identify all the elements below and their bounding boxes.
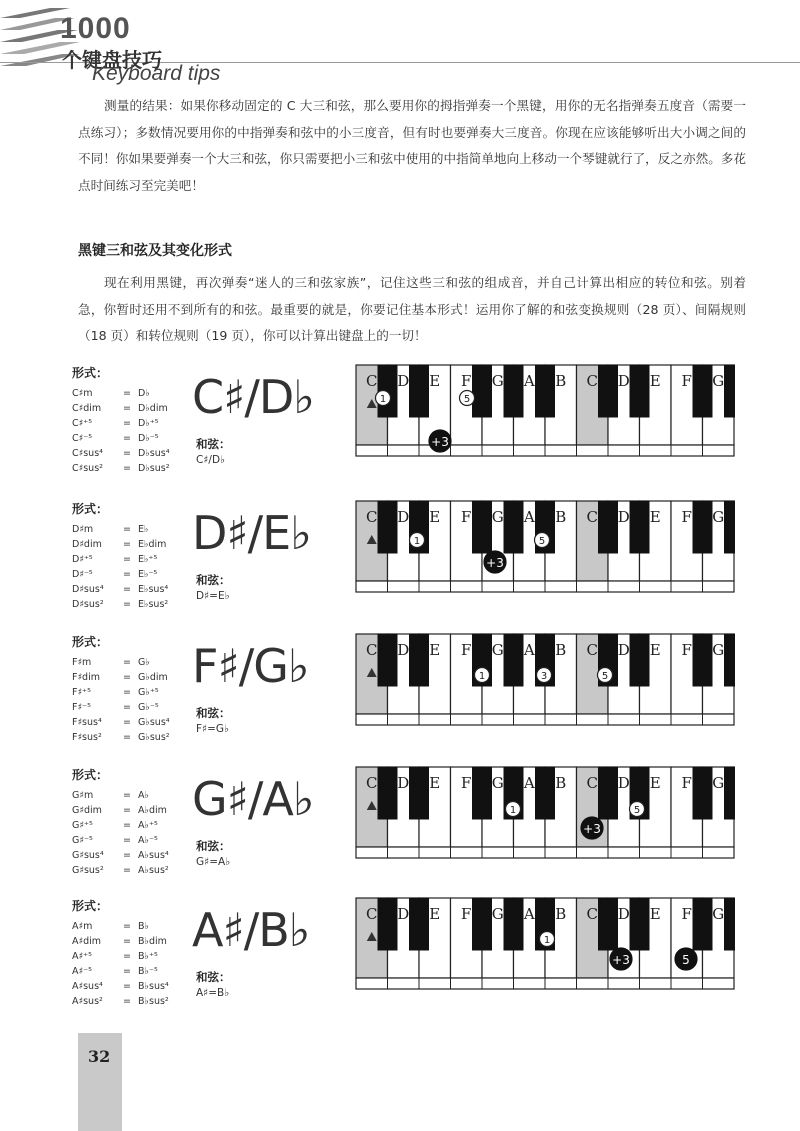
white-key-label: G [712,641,725,659]
form-equals: = [123,850,131,861]
form-row [72,803,192,818]
white-key-label: A [523,774,535,792]
black-key [378,634,397,686]
white-key-label: E [649,641,661,659]
white-key-label: G [491,905,504,923]
white-key-label: D [617,905,630,923]
form-enharmonic: G♭ [138,657,150,668]
form-chord: F♯sus⁴ [72,717,102,728]
white-key-label: C [366,905,378,923]
form-row [72,788,192,803]
black-key [473,767,492,819]
chord-block-g-sharp [72,766,772,886]
form-enharmonic: G♭dim [138,672,168,683]
form-row [72,994,192,1009]
form-equals: = [123,388,131,399]
keyboard-diagram [355,500,735,598]
white-key-label: B [555,641,567,659]
black-key [504,634,523,686]
form-equals: = [123,448,131,459]
form-row [72,919,192,934]
form-chord: D♯dim [72,539,102,550]
form-chord: F♯⁺⁵ [72,687,91,698]
form-enharmonic: E♭sus² [138,599,169,610]
forms-list [72,522,192,612]
form-chord: G♯sus⁴ [72,850,104,861]
white-key-label: F [681,508,692,526]
form-enharmonic: B♭⁻⁵ [138,966,158,977]
finger-marker-label: 5 [633,805,641,816]
white-key-label: D [617,372,630,390]
big-chord-label: G♯/A♭ [192,772,314,826]
finger-marker-label: 5 [601,671,609,682]
finger-marker-label: 1 [509,805,517,816]
form-equals: = [123,524,131,535]
white-key-label: D [397,508,410,526]
page-header [0,0,800,90]
finger-marker-label: 5 [682,953,690,967]
white-key-label: F [461,372,472,390]
white-key-label: D [397,905,410,923]
form-equals: = [123,584,131,595]
form-row [72,597,192,612]
white-key-label: B [555,905,567,923]
harmony-value: C♯/D♭ [196,454,225,466]
form-row [72,964,192,979]
form-chord: D♯m [72,524,94,535]
harmony-label: 和弦： [196,437,231,451]
form-row [72,934,192,949]
form-enharmonic: G♭⁺⁵ [138,687,159,698]
keyboard-svg [355,633,735,727]
form-row [72,730,192,745]
finger-marker-label: 1 [413,536,421,547]
form-equals: = [123,996,131,1007]
white-key-label: E [429,905,441,923]
black-key [378,767,397,819]
black-key [473,501,492,553]
form-row [72,386,192,401]
form-row [72,715,192,730]
form-equals: = [123,835,131,846]
form-chord: C♯sus⁴ [72,448,103,459]
white-key-label: E [429,774,441,792]
form-equals: = [123,702,131,713]
harmony-label: 和弦： [196,573,231,587]
black-key [599,365,618,417]
finger-marker-label: 1 [543,935,551,946]
forms-title: 形式： [72,768,109,782]
keyboard-diagram [355,633,735,731]
form-chord: G♯⁺⁵ [72,820,93,831]
page-number: 32 [88,1047,111,1066]
forms-title: 形式： [72,899,109,913]
form-enharmonic: D♭⁻⁵ [138,433,159,444]
forms-list [72,386,192,476]
white-key-label: B [555,774,567,792]
form-chord: F♯sus² [72,732,102,743]
form-enharmonic: B♭⁺⁵ [138,951,158,962]
form-enharmonic: G♭sus⁴ [138,717,170,728]
forms-list [72,655,192,745]
form-equals: = [123,936,131,947]
white-key-label: E [429,508,441,526]
white-key-label: G [491,641,504,659]
keyboard-diagram [355,766,735,864]
white-key-label: F [461,641,472,659]
form-enharmonic: A♭⁻⁵ [138,835,158,846]
harmony-label: 和弦： [196,706,231,720]
form-chord: A♯sus² [72,996,103,1007]
white-key-label: C [586,372,598,390]
header-number: 1000 [60,12,131,45]
big-chord-label: C♯/D♭ [192,370,314,424]
form-chord: C♯dim [72,403,102,414]
white-key-label: F [681,372,692,390]
white-key-label: G [491,508,504,526]
form-chord: D♯⁺⁵ [72,554,93,565]
big-chord-label: A♯/B♭ [192,903,310,957]
white-key-label: G [491,372,504,390]
white-key-label: G [712,905,725,923]
form-enharmonic: A♭ [138,790,149,801]
white-key-label: C [586,774,598,792]
harmony-value: A♯=B♭ [196,987,230,999]
black-key [725,767,736,819]
white-key-label: F [461,905,472,923]
big-chord-label: F♯/G♭ [192,639,309,693]
form-enharmonic: E♭dim [138,539,167,550]
white-key-label: B [555,508,567,526]
black-key [693,365,712,417]
finger-marker-label: 3 [540,671,548,682]
form-enharmonic: D♭sus⁴ [138,448,170,459]
forms-list [72,919,192,1009]
black-key [473,898,492,950]
form-row [72,431,192,446]
form-row [72,700,192,715]
form-row [72,446,192,461]
form-enharmonic: E♭ [138,524,149,535]
form-row [72,522,192,537]
form-equals: = [123,687,131,698]
white-key-label: E [429,372,441,390]
form-equals: = [123,732,131,743]
form-row [72,401,192,416]
white-key-label: D [397,641,410,659]
keyboard-diagram [355,897,735,995]
form-chord: G♯sus² [72,865,104,876]
white-key-label: D [617,641,630,659]
form-enharmonic: B♭sus⁴ [138,981,169,992]
big-chord-label: D♯/E♭ [192,506,311,560]
form-chord: C♯sus² [72,463,103,474]
white-key-label: G [712,372,725,390]
form-equals: = [123,820,131,831]
form-equals: = [123,717,131,728]
form-equals: = [123,539,131,550]
form-enharmonic: G♭⁻⁵ [138,702,159,713]
form-enharmonic: D♭sus² [138,463,170,474]
form-chord: G♯m [72,790,94,801]
black-key [504,501,523,553]
form-equals: = [123,463,131,474]
form-chord: G♯⁻⁵ [72,835,93,846]
finger-marker-label: 5 [463,394,471,405]
form-row [72,979,192,994]
black-key [599,898,618,950]
black-key [410,365,429,417]
form-equals: = [123,554,131,565]
white-key-label: C [366,372,378,390]
form-equals: = [123,418,131,429]
form-chord: C♯⁻⁵ [72,433,93,444]
harmony-value: D♯=E♭ [196,590,230,602]
form-equals: = [123,865,131,876]
harmony-label: 和弦： [196,970,231,984]
black-key [504,898,523,950]
form-enharmonic: B♭dim [138,936,167,947]
white-key-label: A [523,372,535,390]
white-key-label: D [617,508,630,526]
white-key-label: E [649,905,661,923]
white-key-label: F [681,905,692,923]
form-enharmonic: G♭sus² [138,732,170,743]
forms-title: 形式： [72,366,109,380]
finger-marker-label: 1 [379,394,387,405]
forms-list [72,788,192,878]
forms-title: 形式： [72,502,109,516]
form-enharmonic: B♭ [138,921,149,932]
form-equals: = [123,981,131,992]
white-key-label: A [523,641,535,659]
white-key-label: C [586,905,598,923]
form-chord: A♯⁻⁵ [72,966,92,977]
white-key-label: B [555,372,567,390]
form-row [72,949,192,964]
white-key-label: G [491,774,504,792]
form-chord: F♯dim [72,672,100,683]
form-enharmonic: A♭sus⁴ [138,850,169,861]
white-key-label: D [397,372,410,390]
black-key [693,634,712,686]
white-key-label: C [586,508,598,526]
finger-marker-label: 1 [478,671,486,682]
form-equals: = [123,403,131,414]
white-key-label: A [523,905,535,923]
black-key [725,501,736,553]
header-title-cn: 个键盘技巧 [62,48,162,72]
form-chord: C♯m [72,388,93,399]
chord-block-c-sharp [72,364,772,484]
black-key [378,898,397,950]
form-chord: F♯m [72,657,92,668]
form-equals: = [123,921,131,932]
form-row [72,655,192,670]
black-key [693,501,712,553]
black-key [536,365,555,417]
section-title: 黑键三和弦及其变化形式 [78,243,232,259]
black-key [630,898,649,950]
black-key [725,365,736,417]
section-paragraph: 现在利用黑键，再次弹奏“迷人的三和弦家族”，记住这些三和弦的组成音，并自己计算出相应的转位和弦。别着急，你暂时还用不到所有的和弦。最重要的就是，你要记住基本形式！运用你了解的和弦变换规则（28 页）、间隔规则（18 页）和转位规则（19 页），你可以计算出键盘上的一切！ [78,275,746,343]
white-key-label: D [397,774,410,792]
form-equals: = [123,657,131,668]
form-row [72,685,192,700]
form-enharmonic: B♭sus² [138,996,169,1007]
chord-block-d-sharp [72,500,772,620]
black-key [630,501,649,553]
white-key-label: G [712,774,725,792]
form-chord: A♯m [72,921,93,932]
black-key [599,767,618,819]
form-equals: = [123,672,131,683]
form-row [72,670,192,685]
finger-marker-label: +3 [486,556,504,570]
black-key [410,898,429,950]
white-key-label: F [681,641,692,659]
form-enharmonic: D♭⁺⁵ [138,418,159,429]
forms-title: 形式： [72,635,109,649]
harmony-label: 和弦： [196,839,231,853]
form-enharmonic: D♭ [138,388,150,399]
harmony-value: G♯=A♭ [196,856,231,868]
form-chord: F♯⁻⁵ [72,702,91,713]
form-chord: A♯sus⁴ [72,981,103,992]
form-row [72,416,192,431]
black-key [725,898,736,950]
form-chord: C♯⁺⁵ [72,418,93,429]
intro-paragraph: 测量的结果：如果你移动固定的 C 大三和弦，那么要用你的拇指弹奏一个黑键，用你的无名指弹奏五度音（需要一点练习）；多数情况要用你的中指弹奏和弦中的小三度音，但有时也要弹奏大三度音。你现在应该能够听出大小调之间的不同！你如果要弹奏一个大三和弦，你只需要把小三和弦中使用的中指简单地向上移动一个琴键就行了，反之亦然。多花点时间练习至完美吧！ [78,98,746,193]
form-row [72,552,192,567]
form-row [72,863,192,878]
white-key-label: F [681,774,692,792]
form-equals: = [123,599,131,610]
header-title-en: Keyboard tips [92,62,221,85]
white-key-label: D [617,774,630,792]
black-key [725,634,736,686]
form-equals: = [123,433,131,444]
form-enharmonic: A♭⁺⁵ [138,820,158,831]
form-row [72,818,192,833]
keyboard-svg [355,766,735,860]
keyboard-svg [355,364,735,458]
black-key [536,767,555,819]
form-equals: = [123,790,131,801]
form-equals: = [123,569,131,580]
form-chord: A♯dim [72,936,102,947]
white-key-label: E [649,372,661,390]
harmony-value: F♯=G♭ [196,723,230,735]
black-key [599,501,618,553]
form-row [72,537,192,552]
black-key [410,634,429,686]
finger-marker-label: 5 [538,536,546,547]
form-equals: = [123,951,131,962]
white-key-label: A [523,508,535,526]
keyboard-diagram [355,364,735,462]
form-row [72,567,192,582]
form-enharmonic: E♭sus⁴ [138,584,169,595]
form-row [72,848,192,863]
black-key [410,767,429,819]
black-key [693,898,712,950]
form-enharmonic: D♭dim [138,403,168,414]
finger-marker-label: +3 [583,822,601,836]
white-key-label: G [712,508,725,526]
form-row [72,461,192,476]
white-key-label: E [429,641,441,659]
form-chord: D♯sus⁴ [72,584,104,595]
form-chord: D♯⁻⁵ [72,569,93,580]
chord-block-a-sharp [72,897,772,1017]
form-chord: A♯⁺⁵ [72,951,92,962]
black-key [504,365,523,417]
finger-marker-label: +3 [612,953,630,967]
white-key-label: E [649,508,661,526]
form-row [72,582,192,597]
white-key-label: E [649,774,661,792]
white-key-label: F [461,774,472,792]
form-equals: = [123,966,131,977]
finger-marker-label: +3 [431,435,449,449]
form-chord: D♯sus² [72,599,104,610]
white-key-label: C [366,508,378,526]
form-equals: = [123,805,131,816]
white-key-label: C [366,774,378,792]
keyboard-svg [355,897,735,991]
white-key-label: C [586,641,598,659]
chord-block-f-sharp [72,633,772,753]
white-key-label: C [366,641,378,659]
form-enharmonic: E♭⁺⁵ [138,554,158,565]
form-enharmonic: E♭⁻⁵ [138,569,158,580]
black-key [630,365,649,417]
black-key [378,501,397,553]
form-row [72,833,192,848]
keyboard-svg [355,500,735,594]
form-chord: G♯dim [72,805,102,816]
black-key [630,634,649,686]
black-key [473,365,492,417]
form-enharmonic: A♭sus² [138,865,169,876]
form-enharmonic: A♭dim [138,805,167,816]
black-key [693,767,712,819]
white-key-label: F [461,508,472,526]
